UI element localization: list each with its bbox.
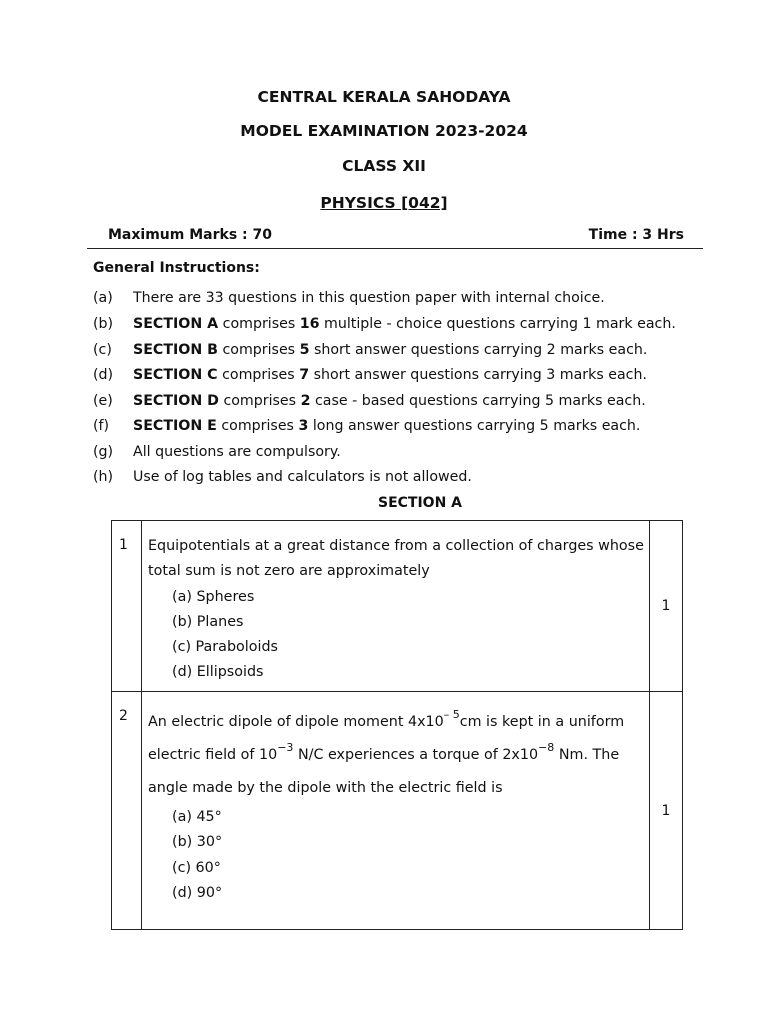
instruction-label: (h) [93, 469, 114, 485]
instruction-label: (c) [93, 342, 112, 358]
instruction-text [133, 316, 676, 332]
question-count: 7 [299, 367, 310, 383]
option: (a) Spheres [172, 588, 255, 605]
instruction-text-part: All questions are compulsory. [133, 444, 341, 460]
question-text [142, 706, 649, 805]
instruction-label: (g) [93, 444, 114, 460]
instruction-label: (f) [93, 418, 110, 434]
instruction-text [133, 367, 647, 383]
exponent: −3 [277, 741, 294, 755]
instruction-text-part: case - based questions carrying 5 marks each. [310, 393, 646, 409]
instruction-text-part: comprises [217, 342, 300, 358]
question-text-part: An electric dipole of dipole moment 4x10 [148, 714, 444, 730]
question-marks: 1 [661, 802, 671, 819]
option: (c) 60° [172, 859, 221, 876]
marks-cell [650, 692, 683, 930]
instructions-heading: General Instructions: [93, 260, 260, 276]
question-row [112, 692, 683, 930]
instruction-text-part: comprises [216, 418, 299, 434]
question-count: 5 [299, 342, 310, 358]
header-divider [87, 248, 703, 249]
instruction-text-part: short answer questions carrying 2 marks each. [309, 342, 648, 358]
questions-table [111, 520, 683, 930]
option: (d) Ellipsoids [172, 664, 264, 681]
question-count: 16 [299, 316, 320, 332]
exponent: −8 [538, 741, 555, 755]
time-allowed: Time : 3 Hrs [588, 227, 684, 243]
class-title: CLASS XII [342, 157, 426, 175]
section-name: SECTION D [133, 393, 219, 409]
question-count: 2 [300, 393, 311, 409]
question-count: 3 [298, 418, 309, 434]
question-text: Equipotentials at a great distance from a collection of charges whose total sum is not zero are approximately [148, 538, 644, 580]
instruction-text-part: comprises [217, 367, 300, 383]
instruction-text [133, 290, 605, 306]
option: (a) 45° [172, 809, 222, 825]
question-number: 2 [119, 708, 128, 724]
instruction-label: (b) [93, 316, 114, 332]
instruction-label: (e) [93, 393, 113, 409]
section-name: SECTION B [133, 342, 218, 358]
question-number: 1 [119, 537, 128, 553]
question-number-cell [112, 521, 142, 692]
instruction-label: (a) [93, 290, 113, 306]
question-text-part: N/C experiences a torque of 2x10 [293, 747, 539, 763]
exam-title: MODEL EXAMINATION 2023-2024 [240, 122, 528, 140]
instruction-text [133, 418, 640, 434]
question-body [142, 521, 650, 692]
option: (c) Paraboloids [172, 639, 278, 656]
instruction-label: (d) [93, 367, 114, 383]
instruction-text [133, 342, 647, 358]
question-marks: 1 [661, 598, 671, 614]
section-title: SECTION A [377, 495, 462, 511]
section-name: SECTION E [133, 418, 217, 434]
subject-title: PHYSICS [042] [320, 194, 448, 212]
instruction-text-part: comprises [218, 316, 300, 332]
question-text-part: cm is kept in a uniform electric field of 10 [148, 714, 625, 763]
instruction-text [133, 393, 646, 409]
exponent: – 5 [443, 708, 460, 722]
instruction-text [133, 469, 472, 485]
instruction-text [133, 444, 341, 460]
instruction-text-part: There are 33 questions in this question paper with internal choice. [133, 290, 605, 306]
question-body [142, 692, 650, 930]
question-row [112, 521, 683, 692]
option: (b) 30° [172, 834, 223, 851]
marks-cell [650, 521, 683, 692]
org-title: CENTRAL KERALA SAHODAYA [257, 88, 511, 106]
instruction-text-part: Use of log tables and calculators is not allowed. [133, 469, 472, 485]
instruction-text-part: multiple - choice questions carrying 1 mark each. [319, 316, 676, 332]
instruction-text-part: comprises [218, 393, 301, 409]
instruction-text-part: short answer questions carrying 3 marks each. [309, 367, 647, 383]
option: (b) Planes [172, 613, 244, 630]
max-marks: Maximum Marks : 70 [108, 227, 272, 243]
instruction-text-part: long answer questions carrying 5 marks each. [308, 418, 641, 434]
question-text-part: Nm. The angle made by the dipole with the electric field is [148, 747, 620, 796]
question-number-cell [112, 692, 142, 930]
option: (d) 90° [172, 884, 223, 901]
section-name: SECTION A [133, 316, 219, 332]
section-name: SECTION C [133, 367, 218, 383]
